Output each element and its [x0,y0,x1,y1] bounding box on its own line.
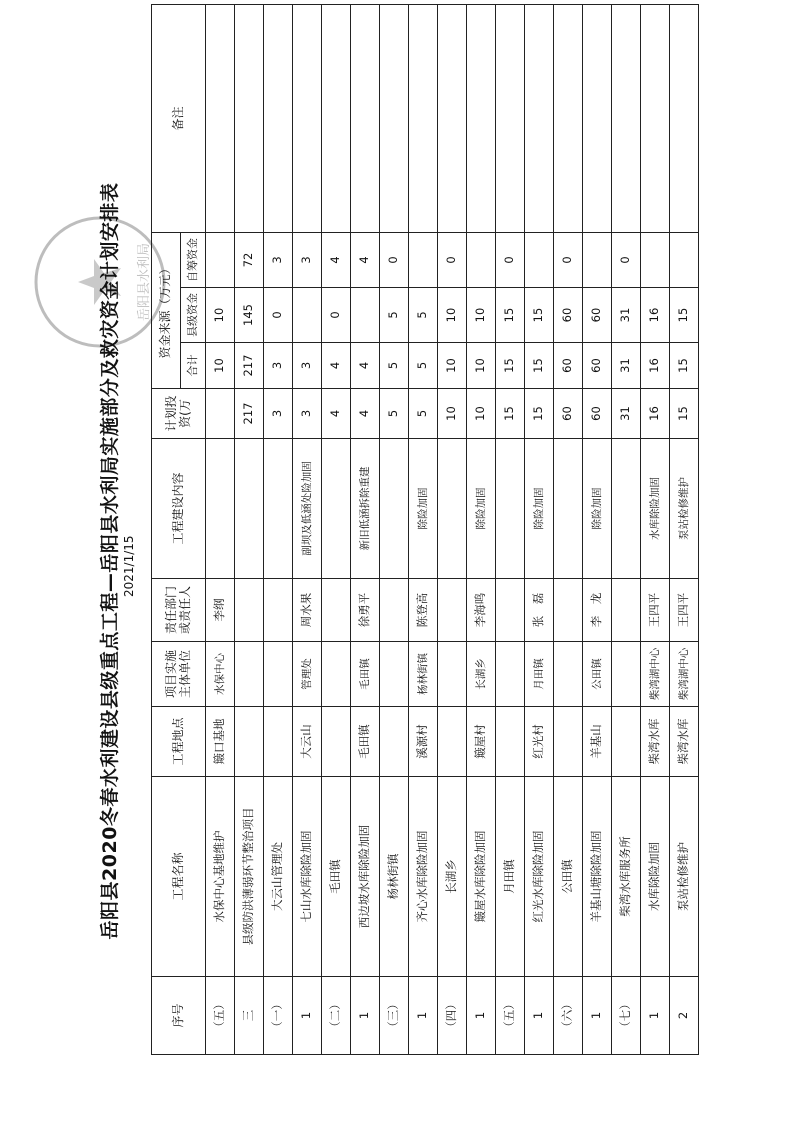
cell-county: 0 [264,288,293,343]
cell-note [351,4,380,232]
cell-person [496,579,525,642]
cell-total: 15 [496,343,525,389]
table-row [351,4,380,1054]
table-row [467,4,496,1054]
cell-seq: （二） [322,977,351,1055]
cell-seq: （七） [612,977,641,1055]
cell-self: 0 [554,232,583,287]
cell-invest: 31 [612,389,641,439]
table-row [670,4,699,1054]
seal-text: 岳阳县水利局 [137,242,152,322]
cell-county: 15 [496,288,525,343]
cell-content [322,439,351,579]
cell-person [235,579,264,642]
header-name: 工程名称 [152,777,206,977]
cell-unit: 水保中心 [206,642,235,707]
plan-table [151,4,699,1055]
cell-content: 除险加固 [525,439,554,579]
cell-invest: 60 [583,389,612,439]
cell-self [583,232,612,287]
header-source: 资金来源（万元） [152,232,181,388]
header-county: 县级资金 [181,288,206,343]
table-body [206,4,699,1054]
table-row [525,4,554,1054]
cell-unit [235,642,264,707]
cell-name: 泵站检修维护 [670,777,699,977]
cell-seq: 1 [293,977,322,1055]
cell-total: 5 [409,343,438,389]
cell-note [235,4,264,232]
cell-self: 0 [380,232,409,287]
cell-person [612,579,641,642]
cell-note [612,4,641,232]
cell-location: 大云山 [293,707,322,777]
cell-location: 红光村 [525,707,554,777]
cell-county: 60 [554,288,583,343]
cell-content [380,439,409,579]
cell-content [264,439,293,579]
cell-person: 李海鸣 [467,579,496,642]
cell-unit [380,642,409,707]
cell-unit: 柴湾湖中心 [670,642,699,707]
cell-location [496,707,525,777]
cell-invest: 5 [409,389,438,439]
cell-county: 0 [322,288,351,343]
cell-county: 15 [525,288,554,343]
cell-invest: 3 [293,389,322,439]
cell-person [554,579,583,642]
cell-total: 10 [206,343,235,389]
table-row [409,4,438,1054]
cell-total: 4 [322,343,351,389]
cell-name: 月田镇 [496,777,525,977]
cell-self: 72 [235,232,264,287]
cell-unit [264,642,293,707]
cell-self: 3 [293,232,322,287]
cell-seq: （五） [206,977,235,1055]
header-self: 自筹资金 [181,232,206,287]
table-row [496,4,525,1054]
cell-person: 陈登高 [409,579,438,642]
cell-total: 31 [612,343,641,389]
cell-county: 10 [438,288,467,343]
cell-total: 15 [670,343,699,389]
cell-seq: （五） [496,977,525,1055]
cell-total: 10 [438,343,467,389]
cell-location [438,707,467,777]
cell-note [438,4,467,232]
cell-name: 七山水库除险加固 [293,777,322,977]
cell-total: 4 [351,343,380,389]
cell-invest: 15 [670,389,699,439]
cell-content [206,439,235,579]
cell-total: 217 [235,343,264,389]
cell-invest: 5 [380,389,409,439]
cell-person [322,579,351,642]
cell-self: 0 [612,232,641,287]
cell-invest: 4 [351,389,380,439]
cell-seq: 2 [670,977,699,1055]
cell-note [583,4,612,232]
cell-invest: 60 [554,389,583,439]
cell-content [496,439,525,579]
cell-location: 毛田镇 [351,707,380,777]
cell-unit: 柴湾湖中心 [641,642,670,707]
cell-person: 周水果 [293,579,322,642]
cell-content: 泵站检修维护 [670,439,699,579]
cell-unit [612,642,641,707]
cell-content: 除险加固 [467,439,496,579]
cell-note [264,4,293,232]
cell-invest [206,389,235,439]
cell-content [438,439,467,579]
cell-self: 4 [322,232,351,287]
cell-invest: 16 [641,389,670,439]
cell-location: 簸屋村 [467,707,496,777]
cell-location [322,707,351,777]
cell-note [554,4,583,232]
cell-name: 公田镇 [554,777,583,977]
cell-invest: 217 [235,389,264,439]
cell-unit: 杨林街镇 [409,642,438,707]
cell-invest: 4 [322,389,351,439]
table-row [293,4,322,1054]
header-content: 工程建设内容 [152,439,206,579]
cell-name: 毛田镇 [322,777,351,977]
cell-seq: 1 [351,977,380,1055]
cell-county: 5 [380,288,409,343]
header-total: 合计 [181,343,206,389]
cell-total: 5 [380,343,409,389]
cell-location: 溪源村 [409,707,438,777]
cell-content: 水库除险加固 [641,439,670,579]
cell-county: 16 [641,288,670,343]
cell-person [438,579,467,642]
table-row [380,4,409,1054]
cell-note [641,4,670,232]
cell-self: 0 [496,232,525,287]
table-row [641,4,670,1054]
cell-seq: （六） [554,977,583,1055]
cell-location [264,707,293,777]
cell-unit: 月田镇 [525,642,554,707]
cell-total: 15 [525,343,554,389]
cell-note [525,4,554,232]
cell-self [525,232,554,287]
cell-seq: （一） [264,977,293,1055]
table-row [264,4,293,1054]
header-unit: 项目实施主体单位 [152,642,206,707]
cell-invest: 3 [264,389,293,439]
cell-self [409,232,438,287]
cell-unit: 毛田镇 [351,642,380,707]
cell-content: 副坝及低涵处险加固 [293,439,322,579]
cell-self [670,232,699,287]
table-row [554,4,583,1054]
cell-self [641,232,670,287]
cell-county: 145 [235,288,264,343]
page-title: 岳阳县2020冬春水利建设县级重点工程—岳阳县水利局实施部分及救灾资金计划安排表 [99,182,121,940]
cell-seq: 1 [467,977,496,1055]
cell-name: 红光水库除险加固 [525,777,554,977]
cell-seq: （四） [438,977,467,1055]
table-row [583,4,612,1054]
cell-total: 16 [641,343,670,389]
cell-content [612,439,641,579]
cell-name: 大云山管理处 [264,777,293,977]
cell-note [206,4,235,232]
cell-location: 羊基山 [583,707,612,777]
cell-person: 王四平 [641,579,670,642]
table-row [206,4,235,1054]
cell-person: 张 磊 [525,579,554,642]
cell-county: 31 [612,288,641,343]
cell-person: 李纲 [206,579,235,642]
cell-location [612,707,641,777]
header-note: 备注 [152,4,206,232]
cell-note [496,4,525,232]
cell-person: 李 龙 [583,579,612,642]
cell-county: 10 [206,288,235,343]
cell-county: 10 [467,288,496,343]
cell-name: 西边坡水库除险加固 [351,777,380,977]
cell-total: 10 [467,343,496,389]
cell-person: 徐勇平 [351,579,380,642]
cell-name: 水库除险加固 [641,777,670,977]
cell-county: 15 [670,288,699,343]
cell-unit: 管理处 [293,642,322,707]
cell-total: 60 [583,343,612,389]
cell-seq: 三 [235,977,264,1055]
cell-name: 水保中心基地维护 [206,777,235,977]
cell-total: 3 [293,343,322,389]
header-invest: 计划投资(万 [152,389,206,439]
cell-location [554,707,583,777]
cell-county: 60 [583,288,612,343]
header-seq: 序号 [152,977,206,1055]
cell-name: 簸屋水库除险加固 [467,777,496,977]
cell-location: 柴湾水库 [670,707,699,777]
header-row [152,4,181,1054]
cell-location: 簸口基地 [206,707,235,777]
header-person: 责任部门或责任人 [152,579,206,642]
cell-name: 齐心水库除险加固 [409,777,438,977]
cell-unit: 长湖乡 [467,642,496,707]
cell-person [264,579,293,642]
cell-note [670,4,699,232]
table-row [438,4,467,1054]
cell-unit [554,642,583,707]
cell-content: 除险加固 [583,439,612,579]
cell-total: 60 [554,343,583,389]
cell-seq: （三） [380,977,409,1055]
cell-name: 杨林街镇 [380,777,409,977]
cell-self [467,232,496,287]
table-row [322,4,351,1054]
cell-content [554,439,583,579]
cell-county [293,288,322,343]
cell-name: 柴湾水库服务所 [612,777,641,977]
cell-unit [496,642,525,707]
cell-seq: 1 [409,977,438,1055]
cell-content: 除险加固 [409,439,438,579]
cell-self: 3 [264,232,293,287]
table-row [235,4,264,1054]
cell-note [380,4,409,232]
cell-name: 长湖乡 [438,777,467,977]
cell-person: 王四平 [670,579,699,642]
cell-invest: 10 [467,389,496,439]
cell-name: 羊基山塘除险加固 [583,777,612,977]
cell-invest: 10 [438,389,467,439]
cell-self: 0 [438,232,467,287]
cell-location: 柴湾水库 [641,707,670,777]
cell-person [380,579,409,642]
table-row [612,4,641,1054]
cell-note [322,4,351,232]
cell-seq: 1 [525,977,554,1055]
cell-invest: 15 [525,389,554,439]
cell-location [380,707,409,777]
cell-invest: 15 [496,389,525,439]
cell-content: 新旧低涵拆除重建 [351,439,380,579]
cell-self: 4 [351,232,380,287]
cell-content [235,439,264,579]
header-location: 工程地点 [152,707,206,777]
cell-unit [438,642,467,707]
cell-county [351,288,380,343]
cell-self [206,232,235,287]
cell-note [293,4,322,232]
cell-seq: 1 [583,977,612,1055]
cell-seq: 1 [641,977,670,1055]
cell-name: 县级防洪薄弱环节整治项目 [235,777,264,977]
cell-total: 3 [264,343,293,389]
cell-note [467,4,496,232]
cell-note [409,4,438,232]
cell-unit: 公田镇 [583,642,612,707]
document-date: 2021/1/15 [122,535,136,597]
cell-location [235,707,264,777]
cell-unit [322,642,351,707]
cell-county: 5 [409,288,438,343]
